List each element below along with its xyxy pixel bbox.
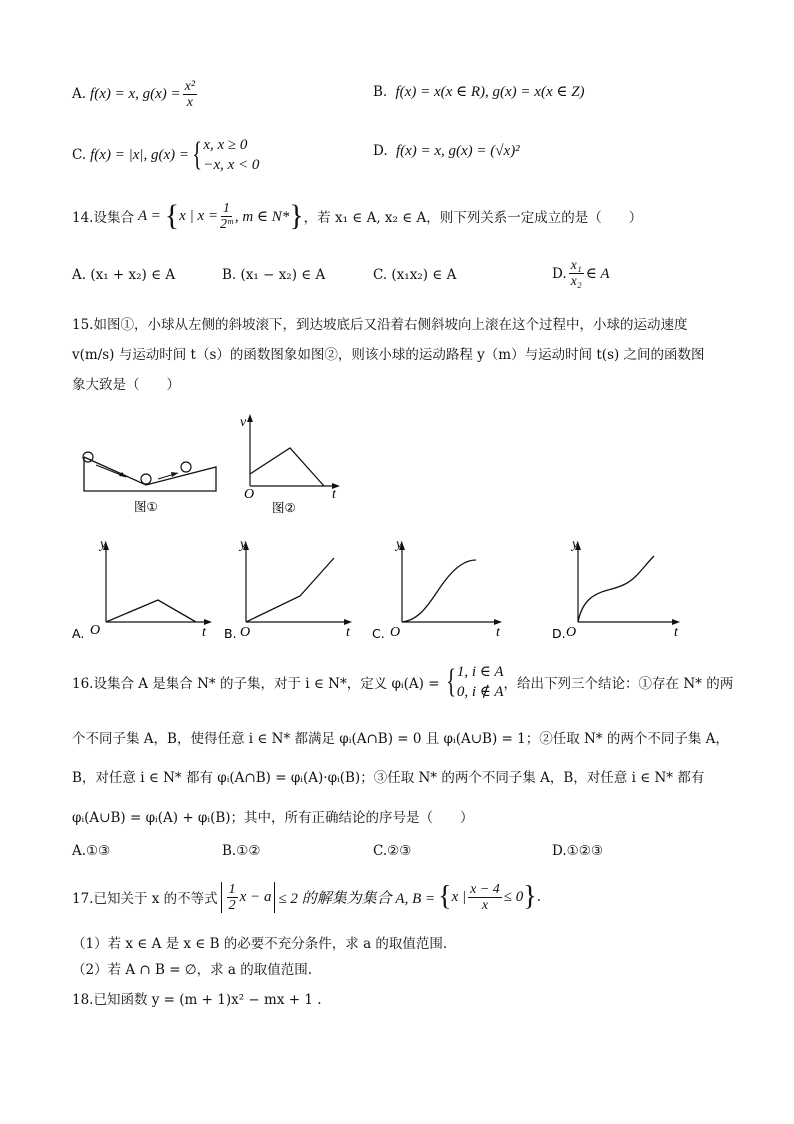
q17-abs-value [221, 882, 276, 913]
q13-option-c-piecewise: { x, x ≥ 0 −x, x < 0 [192, 136, 260, 173]
option-a-curve [106, 600, 196, 622]
q17-pre: 17.已知关于 x 的不等式 [72, 891, 218, 907]
q15-stem [72, 310, 732, 400]
option-c-label: C. [372, 626, 385, 641]
option-c-curve [402, 560, 476, 622]
q16-piecewise: { 1, i ∈ A 0, i ∉ A [445, 663, 504, 700]
q14-option-d-tail: ∈ A [585, 266, 610, 282]
q13-option-a-fraction [183, 79, 197, 110]
q14-option-d-den: x₂ [570, 274, 582, 289]
option-d-label: D. [552, 626, 566, 641]
q14-right-brace: } [289, 199, 304, 232]
q14-option-d [552, 258, 609, 289]
q15-line1: 15.如图①，小球从左侧的斜坡滚下，到达坡底后又沿着右侧斜坡向上滚在这个过程中，小球的运动速度 [72, 317, 688, 333]
q14-option-d-label: D. [552, 265, 567, 282]
q17-end: . [536, 889, 542, 905]
q17-set-num: x − 4 [470, 881, 500, 897]
q16-option-d: D.①②③ [552, 843, 603, 859]
option-d-axis-y: y [572, 537, 579, 552]
q16-option-b: B.①② [222, 843, 261, 859]
q13-option-b [373, 82, 585, 101]
q15-line3: 象大致是（ ） [72, 377, 180, 393]
q14-set-body: x | x = [179, 207, 218, 224]
q16-option-c: C.②③ [373, 843, 412, 859]
q16-case1: 1, i ∈ A [456, 664, 504, 680]
q14-prefix: 14.设集合 [72, 210, 134, 226]
fig2-caption: 图② [272, 500, 296, 515]
option-d-curve [578, 556, 654, 622]
option-c-axis-y: y [396, 537, 403, 552]
q13-option-c [72, 133, 259, 177]
q17-mid: ≤ 2 的解集为集合 A, B = [278, 890, 436, 907]
q17-set-fraction [468, 882, 502, 913]
q17-abs-den: 2 [228, 897, 236, 913]
q14-set-tail: , m ∈ N* [234, 208, 290, 225]
q13-option-d-label: D. [373, 143, 388, 159]
option-c-origin: O [390, 625, 401, 640]
option-d-axis-t: t [674, 625, 678, 640]
q14-option-c: C. (x₁x₂) ∈ A [373, 267, 457, 283]
slope-outline [84, 457, 216, 491]
q17-part2: （2）若 A ∩ B = ∅，求 a 的取值范围. [72, 962, 313, 978]
q14-fraction [220, 201, 233, 232]
q15-option-b-graph [224, 532, 374, 642]
option-b-label: B. [224, 626, 237, 641]
option-b-curve [246, 558, 334, 622]
q13-option-d [373, 143, 520, 160]
q13-option-c-math: f(x) = |x|, g(x) = [90, 146, 190, 163]
fig2-axis-t: t [332, 487, 336, 502]
q13-option-b-math: f(x) = x(x ∈ R), g(x) = x(x ∈ Z) [395, 84, 585, 100]
q16-case2: 0, i ∉ A [456, 684, 504, 700]
q15-option-c-graph [372, 532, 522, 642]
q16-line1-post: ，给出下列三个结论：①存在 N* 的两 [503, 676, 734, 692]
q17-set-den: x [481, 897, 489, 913]
q17-part1: （1）若 x ∈ A 是 x ∈ B 的必要不充分条件，求 a 的取值范围. [72, 936, 448, 952]
q17-abs-fraction [227, 882, 238, 913]
fig2-origin: O [244, 487, 255, 502]
q17-abs-num: 1 [228, 881, 236, 897]
q17-right-brace: } [523, 881, 537, 912]
option-a-origin: O [90, 623, 101, 638]
q18-stem: 18.已知函数 y = (m + 1)x² − mx + 1 . [72, 992, 322, 1008]
q14-frac-den: 2ᵐ [219, 216, 233, 232]
q13-option-c-case2: −x, x < 0 [203, 157, 260, 173]
q14-option-d-num: x₁ [570, 258, 582, 273]
q14-left-brace: { [164, 199, 180, 232]
option-a-label: A. [72, 626, 85, 641]
option-a-axis-y: y [100, 537, 107, 552]
q14-set-a: A = [137, 207, 161, 224]
q14-option-b: B. (x₁ − x₂) ∈ A [222, 267, 326, 283]
q14-option-a: A. (x₁ + x₂) ∈ A [72, 267, 176, 283]
q17-abs-tail: x − a [239, 888, 272, 905]
ball-right-icon [181, 462, 191, 472]
option-d-origin: O [566, 625, 577, 640]
q13-option-c-label: C. [72, 147, 87, 163]
q17-set-tail: ≤ 0 [503, 888, 524, 905]
q13-option-d-math: f(x) = x, g(x) = (√x)² [395, 143, 520, 159]
option-c-axis-t: t [496, 625, 500, 640]
q13-option-a-denominator: x [186, 94, 193, 110]
q15-figure1 [74, 445, 224, 521]
q13-option-a-numerator: x² [184, 78, 196, 94]
fig1-caption: 图① [134, 499, 158, 514]
q15-option-a-graph [72, 532, 222, 642]
q13-option-c-case1: x, x ≥ 0 [203, 137, 248, 153]
option-b-origin: O [240, 625, 251, 640]
q17-left-brace: { [438, 881, 452, 912]
q17-set-pre: x | [451, 888, 467, 905]
q16-line3: B，对任意 i ∈ N* 都有 φᵢ(A∩B) = φᵢ(A)·φᵢ(B)；③任取 N* 的两个不同子集 A，B，对任意 i ∈ N* 都有 [72, 770, 705, 786]
q17-stem [72, 876, 541, 918]
q13-option-a [72, 74, 199, 114]
q15-figure2 [232, 410, 352, 522]
ball-bottom-icon [141, 474, 151, 484]
q15-line2: v(m/s) 与运动时间 t（s）的函数图象如图②，则该小球的运动路程 y（m）与运动时间 t(s) 之间的函数图 [72, 347, 705, 363]
q14-condition: ，若 x₁ ∈ A, x₂ ∈ A，则下列关系一定成立的是（ ） [303, 210, 643, 226]
option-b-axis-t: t [346, 625, 350, 640]
q13-option-b-label: B. [373, 84, 388, 100]
option-a-axis-t: t [202, 625, 206, 640]
q13-option-a-math: f(x) = x, g(x) = [90, 85, 181, 102]
q15-option-d-graph [552, 532, 702, 642]
q16-line1 [72, 660, 733, 704]
q14-option-d-fraction [569, 258, 584, 289]
fig2-axis-v: v [240, 415, 247, 430]
q16-line1-pre: 16.设集合 A 是集合 N* 的子集，对于 i ∈ N*，定义 φᵢ(A) = [72, 676, 440, 692]
q14-stem [72, 194, 642, 238]
v-t-curve [250, 448, 324, 486]
q13-option-a-label: A. [72, 86, 87, 102]
q16-line4: φᵢ(A∪B) = φᵢ(A) + φᵢ(B)；其中，所有正确结论的序号是（ ） [72, 810, 474, 826]
option-b-axis-y: y [240, 537, 247, 552]
q16-option-a: A.①③ [72, 843, 111, 859]
q16-line2: 个不同子集 A，B，使得任意 i ∈ N* 都满足 φᵢ(A∩B) = 0 且 φᵢ(A∪B) = 1；②任取 N* 的两个不同子集 A， [72, 731, 729, 747]
q14-frac-num: 1 [222, 200, 230, 216]
